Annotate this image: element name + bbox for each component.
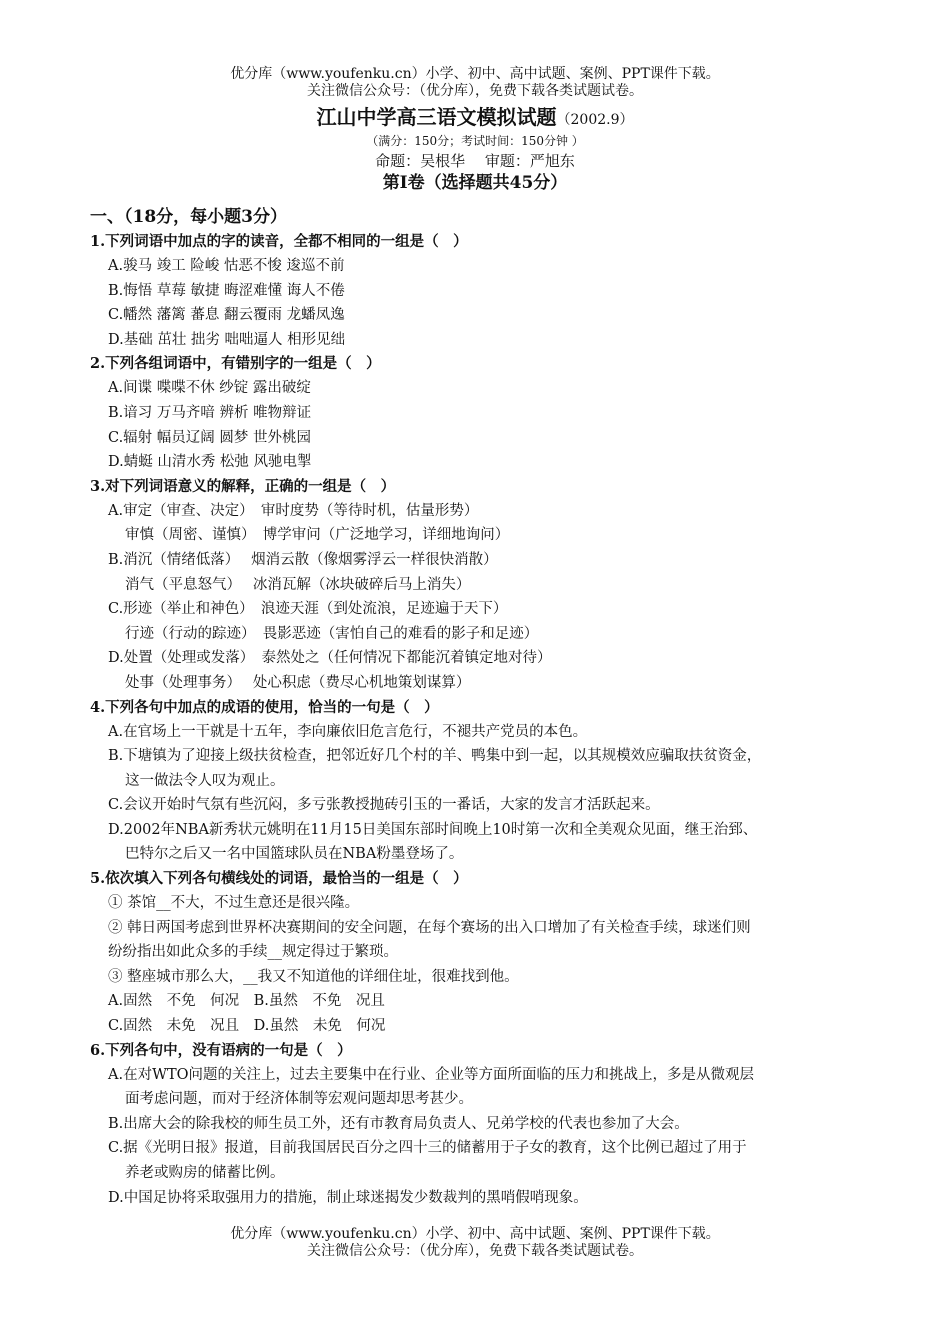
question-1-option-b: B.悔悟 草莓 敏捷 晦涩难懂 诲人不倦 <box>108 282 345 299</box>
question-1-option-d: D.基础 茁壮 拙劣 咄咄逼人 相形见绌 <box>108 331 346 348</box>
question-4-option-a: A.在官场上一干就是十五年，李向廉依旧危言危行，不褪共产党员的本色。 <box>108 723 588 740</box>
section-title: 一、（18分，每小题3分） <box>90 207 287 227</box>
question-6-stem: 6.下列各句中，没有语病的一句是（ ） <box>90 1041 352 1059</box>
exam-authors: 命题：吴根华 审题：严旭东 <box>375 152 575 170</box>
question-5-sentence-2-line-1: ② 韩日两国考虑到世界杯决赛期间的安全问题，在每个赛场的出入口增加了有关检查手续，球迷们则 <box>108 919 751 936</box>
question-5-stem: 5.依次填入下列各句横线处的词语，最恰当的一组是（ ） <box>90 870 468 888</box>
exam-body <box>90 204 870 1210</box>
question-6-option-b: B.出席大会的除我校的师生员工外，还有市教育局负责人、兄弟学校的代表也参加了大会。 <box>108 1115 689 1132</box>
question-2-option-d: D.蜻蜓 山清水秀 松弛 风驰电掣 <box>108 454 312 471</box>
question-3-option-b-line-2: 消气（平息怒气） 冰消瓦解（冰块破碎后马上消失） <box>125 576 471 593</box>
question-3-option-a-line-1: A.审定（审查、决定） 审时度势（等待时机，估量形势） <box>108 502 479 519</box>
question-4-option-b-line-1: B.下塘镇为了迎接上级扶贫检查，把邻近好几个村的羊、鸭集中到一起，以其规模效应骗取扶贫资金， <box>108 748 762 765</box>
question-5-options-ab: A.固然 不免 何况 B.虽然 不免 况且 <box>108 993 385 1010</box>
question-6-option-c-line-1: C.据《光明日报》报道，目前我国居民百分之四十三的储蓄用于子女的教育，这个比例已超过了用于 <box>108 1140 747 1157</box>
question-5-options-cd: C.固然 未免 况且 D.虽然 未免 何况 <box>108 1018 386 1035</box>
question-4-option-d-line-1: D.2002年NBA新秀状元姚明在11月15日美国东部时间晚上10时第一次和全美观众见面，继王治郅、 <box>108 821 758 838</box>
question-5-sentence-1: ① 茶馆__不大，不过生意还是很兴隆。 <box>108 895 360 912</box>
question-4-option-d-line-2: 巴特尔之后又一名中国篮球队员在NBA粉墨登场了。 <box>125 846 464 863</box>
exam-title-text: 江山中学高三语文模拟试题 <box>316 105 557 129</box>
question-3-option-d-line-2: 处事（处理事务） 处心积虑（费尽心机地策划谋算） <box>125 674 471 691</box>
question-3-option-b-line-1: B.消沉（情绪低落） 烟消云散（像烟雾浮云一样很快消散） <box>108 551 498 568</box>
question-2-option-c: C.辐射 幅员辽阔 圆梦 世外桃园 <box>108 429 312 446</box>
question-1-option-a: A.骏马 竣工 险峻 怙恶不悛 逡巡不前 <box>108 258 345 274</box>
question-2-stem: 2.下列各组词语中，有错别字的一组是（ ） <box>90 355 381 373</box>
header-line-1: 优分库（www.youfenku.cn）小学、初中、高中试题、案例、PPT课件下载。 <box>230 66 720 82</box>
question-3-stem: 3.对下列词语意义的解释，正确的一组是（ ） <box>90 477 396 495</box>
question-4-stem: 4.下列各句中加点的成语的使用，恰当的一句是（ ） <box>90 698 439 716</box>
question-3-option-d-line-1: D.处置（处理或发落） 泰然处之（任何情况下都能沉着镇定地对待） <box>108 650 552 667</box>
question-5-sentence-2-line-2: 纷纷指出如此众多的手续__规定得过于繁琐。 <box>108 944 398 961</box>
exam-year: （2002.9） <box>556 112 634 128</box>
question-6-option-a-line-1: A.在对WTO问题的关注上，过去主要集中在行业、企业等方面所面临的压力和挑战上，多是从微观层 <box>108 1066 755 1083</box>
question-6-option-a-line-2: 面考虑问题，而对于经济体制等宏观问题却思考甚少。 <box>125 1091 473 1108</box>
question-2-option-a: A.间谍 喋喋不休 纱锭 露出破绽 <box>108 380 311 397</box>
exam-title <box>0 104 950 133</box>
question-4-option-b-line-2: 这一做法令人叹为观止。 <box>125 772 285 789</box>
exam-meta: （满分：150分；考试时间：150分钟 ） <box>366 134 584 148</box>
question-5-sentence-3: ③ 整座城市那么大，__我又不知道他的详细住址，很难找到他。 <box>108 968 519 985</box>
question-3-option-a-line-2: 审慎（周密、谨慎） 博学审问（广泛地学习，详细地询问） <box>125 527 510 544</box>
question-6-option-c-line-2: 养老或购房的储蓄比例。 <box>125 1165 285 1181</box>
page-header <box>0 66 950 194</box>
page-footer <box>0 1226 950 1260</box>
header-line-2: 关注微信公众号：（优分库），免费下载各类试题试卷。 <box>307 83 643 99</box>
question-1-option-c: C.幡然 藩篱 蕃息 翻云覆雨 龙蟠凤逸 <box>108 307 345 324</box>
question-3-option-c-line-2: 行迹（行动的踪迹） 畏影恶迹（害怕自己的难看的影子和足迹） <box>125 625 539 642</box>
volume-title: 第Ⅰ卷（选择题共45分） <box>382 173 568 193</box>
question-2-option-b: B.谙习 万马齐喑 辨析 唯物辩证 <box>108 404 312 421</box>
question-1-stem: 1.下列词语中加点的字的读音，全都不相同的一组是（ ） <box>90 233 468 250</box>
question-6-option-d: D.中国足协将采取强用力的措施，制止球迷揭发少数裁判的黑哨假哨现象。 <box>108 1189 588 1206</box>
footer-line-2: 关注微信公众号：（优分库），免费下载各类试题试卷。 <box>307 1243 643 1259</box>
question-3-option-c-line-1: C.形迹（举止和神色） 浪迹天涯（到处流浪，足迹遍于天下） <box>108 601 508 618</box>
question-4-option-c: C.会议开始时气氛有些沉闷，多亏张教授抛砖引玉的一番话，大家的发言才活跃起来。 <box>108 797 660 814</box>
footer-line-1: 优分库（www.youfenku.cn）小学、初中、高中试题、案例、PPT课件下载。 <box>230 1226 720 1242</box>
